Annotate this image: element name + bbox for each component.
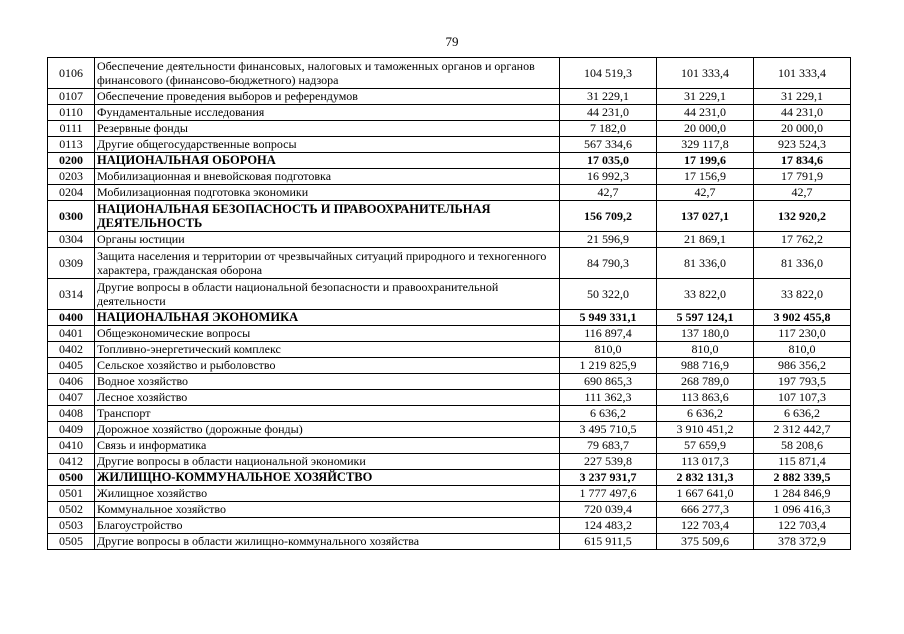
table-row (48, 326, 851, 342)
code-cell: 0501 (48, 486, 95, 502)
value-cell-3: 923 524,3 (754, 137, 851, 153)
code-cell: 0503 (48, 518, 95, 534)
code-cell: 0500 (48, 470, 95, 486)
value-cell-1: 111 362,3 (560, 390, 657, 406)
value-cell-3: 115 871,4 (754, 454, 851, 470)
value-cell-2: 375 509,6 (657, 534, 754, 550)
value-cell-3: 6 636,2 (754, 406, 851, 422)
budget-table (47, 57, 851, 550)
value-cell-2: 1 667 641,0 (657, 486, 754, 502)
value-cell-3: 122 703,4 (754, 518, 851, 534)
table-row (48, 534, 851, 550)
value-cell-2: 113 017,3 (657, 454, 754, 470)
code-cell: 0408 (48, 406, 95, 422)
name-cell: Органы юстиции (95, 232, 560, 248)
table-row (48, 185, 851, 201)
value-cell-3: 117 230,0 (754, 326, 851, 342)
value-cell-2: 2 832 131,3 (657, 470, 754, 486)
code-cell: 0314 (48, 279, 95, 310)
table-row (48, 89, 851, 105)
value-cell-3: 17 834,6 (754, 153, 851, 169)
code-cell: 0110 (48, 105, 95, 121)
name-cell: Транспорт (95, 406, 560, 422)
code-cell: 0406 (48, 374, 95, 390)
code-cell: 0409 (48, 422, 95, 438)
value-cell-1: 44 231,0 (560, 105, 657, 121)
value-cell-1: 156 709,2 (560, 201, 657, 232)
name-cell: Другие общегосударственные вопросы (95, 137, 560, 153)
value-cell-2: 3 910 451,2 (657, 422, 754, 438)
code-cell: 0111 (48, 121, 95, 137)
value-cell-3: 986 356,2 (754, 358, 851, 374)
name-cell: Другие вопросы в области жилищно-коммунального хозяйства (95, 534, 560, 550)
name-cell: Другие вопросы в области национальной безопасности и правоохранительной деятельности (95, 279, 560, 310)
value-cell-2: 31 229,1 (657, 89, 754, 105)
value-cell-1: 227 539,8 (560, 454, 657, 470)
code-cell: 0505 (48, 534, 95, 550)
value-cell-3: 107 107,3 (754, 390, 851, 406)
table-row (48, 58, 851, 89)
value-cell-1: 124 483,2 (560, 518, 657, 534)
value-cell-3: 101 333,4 (754, 58, 851, 89)
code-cell: 0204 (48, 185, 95, 201)
value-cell-3: 44 231,0 (754, 105, 851, 121)
name-cell: Топливно-энергетический комплекс (95, 342, 560, 358)
value-cell-3: 17 791,9 (754, 169, 851, 185)
value-cell-1: 810,0 (560, 342, 657, 358)
table-row (48, 390, 851, 406)
value-cell-1: 3 495 710,5 (560, 422, 657, 438)
value-cell-1: 104 519,3 (560, 58, 657, 89)
table-row (48, 248, 851, 279)
value-cell-2: 81 336,0 (657, 248, 754, 279)
value-cell-2: 21 869,1 (657, 232, 754, 248)
value-cell-1: 1 219 825,9 (560, 358, 657, 374)
value-cell-2: 122 703,4 (657, 518, 754, 534)
code-cell: 0410 (48, 438, 95, 454)
name-cell: Сельское хозяйство и рыболовство (95, 358, 560, 374)
value-cell-1: 116 897,4 (560, 326, 657, 342)
table-row (48, 518, 851, 534)
page-number: 79 (445, 34, 459, 49)
value-cell-1: 17 035,0 (560, 153, 657, 169)
table-row (48, 374, 851, 390)
table-row (48, 121, 851, 137)
section-row (48, 201, 851, 232)
value-cell-2: 137 180,0 (657, 326, 754, 342)
value-cell-3: 33 822,0 (754, 279, 851, 310)
table-row (48, 438, 851, 454)
value-cell-1: 79 683,7 (560, 438, 657, 454)
name-cell: НАЦИОНАЛЬНАЯ ЭКОНОМИКА (95, 310, 560, 326)
value-cell-1: 21 596,9 (560, 232, 657, 248)
value-cell-2: 17 199,6 (657, 153, 754, 169)
value-cell-2: 113 863,6 (657, 390, 754, 406)
name-cell: НАЦИОНАЛЬНАЯ БЕЗОПАСНОСТЬ И ПРАВООХРАНИТЕЛЬНАЯ ДЕЯТЕЛЬНОСТЬ (95, 201, 560, 232)
value-cell-1: 7 182,0 (560, 121, 657, 137)
code-cell: 0412 (48, 454, 95, 470)
value-cell-3: 81 336,0 (754, 248, 851, 279)
name-cell: Связь и информатика (95, 438, 560, 454)
value-cell-2: 33 822,0 (657, 279, 754, 310)
name-cell: Водное хозяйство (95, 374, 560, 390)
value-cell-2: 57 659,9 (657, 438, 754, 454)
value-cell-3: 31 229,1 (754, 89, 851, 105)
code-cell: 0300 (48, 201, 95, 232)
name-cell: Жилищное хозяйство (95, 486, 560, 502)
budget-table-body (48, 58, 851, 550)
value-cell-2: 20 000,0 (657, 121, 754, 137)
code-cell: 0407 (48, 390, 95, 406)
value-cell-2: 6 636,2 (657, 406, 754, 422)
name-cell: Фундаментальные исследования (95, 105, 560, 121)
value-cell-2: 988 716,9 (657, 358, 754, 374)
code-cell: 0106 (48, 58, 95, 89)
table-row (48, 486, 851, 502)
value-cell-1: 84 790,3 (560, 248, 657, 279)
value-cell-2: 42,7 (657, 185, 754, 201)
table-row (48, 406, 851, 422)
code-cell: 0402 (48, 342, 95, 358)
name-cell: Коммунальное хозяйство (95, 502, 560, 518)
value-cell-1: 690 865,3 (560, 374, 657, 390)
value-cell-2: 101 333,4 (657, 58, 754, 89)
value-cell-2: 17 156,9 (657, 169, 754, 185)
value-cell-3: 58 208,6 (754, 438, 851, 454)
value-cell-1: 5 949 331,1 (560, 310, 657, 326)
name-cell: Обеспечение проведения выборов и референдумов (95, 89, 560, 105)
value-cell-2: 810,0 (657, 342, 754, 358)
value-cell-1: 1 777 497,6 (560, 486, 657, 502)
name-cell: Общеэкономические вопросы (95, 326, 560, 342)
section-row (48, 153, 851, 169)
name-cell: Защита населения и территории от чрезвычайных ситуаций природного и техногенного характера, гражданская оборона (95, 248, 560, 279)
value-cell-2: 666 277,3 (657, 502, 754, 518)
value-cell-2: 268 789,0 (657, 374, 754, 390)
code-cell: 0304 (48, 232, 95, 248)
name-cell: Обеспечение деятельности финансовых, налоговых и таможенных органов и органов финансового (финансово-бюджетного) надзора (95, 58, 560, 89)
value-cell-3: 1 284 846,9 (754, 486, 851, 502)
table-row (48, 358, 851, 374)
value-cell-3: 2 312 442,7 (754, 422, 851, 438)
code-cell: 0107 (48, 89, 95, 105)
name-cell: Мобилизационная подготовка экономики (95, 185, 560, 201)
value-cell-2: 5 597 124,1 (657, 310, 754, 326)
table-row (48, 279, 851, 310)
name-cell: Благоустройство (95, 518, 560, 534)
value-cell-3: 810,0 (754, 342, 851, 358)
value-cell-3: 3 902 455,8 (754, 310, 851, 326)
table-row (48, 502, 851, 518)
value-cell-1: 31 229,1 (560, 89, 657, 105)
table-row (48, 169, 851, 185)
section-row (48, 470, 851, 486)
value-cell-3: 17 762,2 (754, 232, 851, 248)
name-cell: Дорожное хозяйство (дорожные фонды) (95, 422, 560, 438)
value-cell-1: 615 911,5 (560, 534, 657, 550)
value-cell-3: 197 793,5 (754, 374, 851, 390)
section-row (48, 310, 851, 326)
value-cell-1: 3 237 931,7 (560, 470, 657, 486)
code-cell: 0113 (48, 137, 95, 153)
code-cell: 0309 (48, 248, 95, 279)
table-row (48, 105, 851, 121)
table-row (48, 232, 851, 248)
code-cell: 0200 (48, 153, 95, 169)
value-cell-1: 50 322,0 (560, 279, 657, 310)
table-row (48, 137, 851, 153)
code-cell: 0401 (48, 326, 95, 342)
table-row (48, 454, 851, 470)
value-cell-2: 137 027,1 (657, 201, 754, 232)
code-cell: 0405 (48, 358, 95, 374)
value-cell-1: 567 334,6 (560, 137, 657, 153)
name-cell: Мобилизационная и вневойсковая подготовка (95, 169, 560, 185)
value-cell-2: 329 117,8 (657, 137, 754, 153)
table-row (48, 342, 851, 358)
value-cell-1: 42,7 (560, 185, 657, 201)
value-cell-1: 720 039,4 (560, 502, 657, 518)
value-cell-3: 132 920,2 (754, 201, 851, 232)
name-cell: ЖИЛИЩНО-КОММУНАЛЬНОЕ ХОЗЯЙСТВО (95, 470, 560, 486)
value-cell-3: 2 882 339,5 (754, 470, 851, 486)
value-cell-3: 378 372,9 (754, 534, 851, 550)
value-cell-3: 1 096 416,3 (754, 502, 851, 518)
value-cell-1: 16 992,3 (560, 169, 657, 185)
name-cell: Лесное хозяйство (95, 390, 560, 406)
name-cell: Резервные фонды (95, 121, 560, 137)
table-row (48, 422, 851, 438)
code-cell: 0502 (48, 502, 95, 518)
code-cell: 0400 (48, 310, 95, 326)
value-cell-1: 6 636,2 (560, 406, 657, 422)
value-cell-2: 44 231,0 (657, 105, 754, 121)
name-cell: Другие вопросы в области национальной экономики (95, 454, 560, 470)
value-cell-3: 42,7 (754, 185, 851, 201)
name-cell: НАЦИОНАЛЬНАЯ ОБОРОНА (95, 153, 560, 169)
value-cell-3: 20 000,0 (754, 121, 851, 137)
code-cell: 0203 (48, 169, 95, 185)
